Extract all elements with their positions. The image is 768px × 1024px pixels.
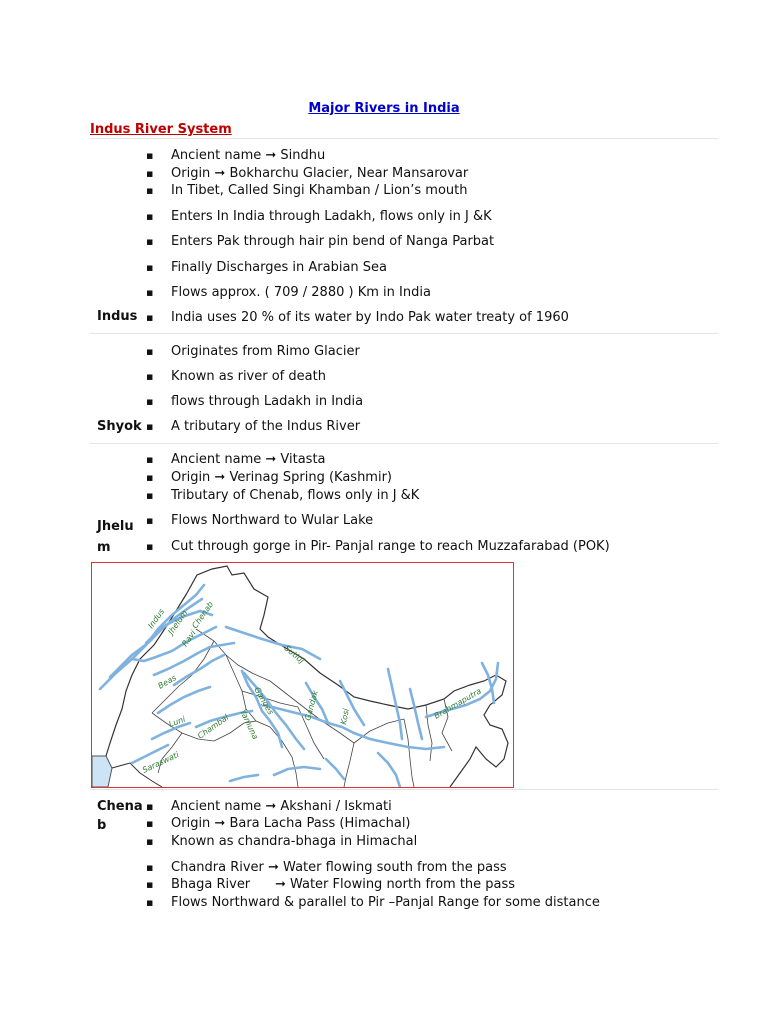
separator: [90, 443, 718, 444]
separator: [90, 138, 718, 139]
bullet-icon: ▪: [146, 800, 154, 813]
river-label-shyok: Shyok: [97, 419, 142, 434]
river-map-drawing: [92, 563, 513, 787]
bullet-icon: ▪: [146, 471, 154, 484]
bullet-icon: ▪: [146, 453, 154, 466]
bullet-icon: ▪: [146, 261, 154, 274]
bullet-icon: ▪: [146, 286, 154, 299]
section-title[interactable]: Indus River System: [90, 122, 232, 137]
jhelum-point: Cut through gorge in Pir- Panjal range to reach Muzzafarabad (POK): [171, 539, 610, 554]
river-label-chenab-line2: b: [97, 818, 107, 833]
indus-point: India uses 20 % of its water by Indo Pak water treaty of 1960: [171, 310, 569, 325]
map-label-ravi: Ravi: [180, 628, 198, 649]
bullet-icon: ▪: [146, 395, 154, 408]
chenab-point: Ancient name ➞ Akshani / Iskmati: [171, 799, 392, 814]
jhelum-point: Ancient name ➞ Vitasta: [171, 452, 326, 467]
shyok-point: A tributary of the Indus River: [171, 419, 361, 434]
jhelum-point: Flows Northward to Wular Lake: [171, 513, 374, 528]
bullet-icon: ▪: [146, 370, 154, 383]
map-label-saraswati: Saraswati: [141, 750, 181, 775]
indus-point: Ancient name ➞ Sindhu: [171, 148, 326, 163]
jhelum-point: Tributary of Chenab, flows only in J &K: [171, 488, 420, 503]
map-label-indus: Indus: [146, 607, 167, 631]
map-label-beas: Beas: [156, 673, 178, 691]
sea-area: [92, 756, 112, 787]
separator: [90, 789, 718, 790]
chenab-point: Known as chandra-bhaga in Himachal: [171, 834, 418, 849]
jhelum-point: Origin ➞ Verinag Spring (Kashmir): [171, 470, 392, 485]
river-label-indus: Indus: [97, 309, 138, 324]
shyok-point: Originates from Rimo Glacier: [171, 344, 360, 359]
chenab-point: Flows Northward & parallel to Pir –Panjal Range for some distance: [171, 895, 600, 910]
bullet-icon: ▪: [146, 235, 154, 248]
map-label-chambal: Chambal: [195, 712, 231, 741]
indus-point: Enters In India through Ladakh, flows only in J &K: [171, 209, 492, 224]
bullet-icon: ▪: [146, 817, 154, 830]
bullet-icon: ▪: [146, 514, 154, 527]
bullet-icon: ▪: [146, 167, 154, 180]
separator: [90, 333, 718, 334]
indus-point: In Tibet, Called Singi Khamban / Lion’s mouth: [171, 183, 468, 198]
bullet-icon: ▪: [146, 540, 154, 553]
bullet-icon: ▪: [146, 149, 154, 162]
map-label-luni: Luni: [167, 714, 187, 729]
river-map: [91, 562, 514, 788]
bullet-icon: ▪: [146, 345, 154, 358]
indus-point: Enters Pak through hair pin bend of Nanga Parbat: [171, 234, 495, 249]
shyok-point: Known as river of death: [171, 369, 326, 384]
bullet-icon: ▪: [146, 311, 154, 324]
bullet-icon: ▪: [146, 896, 154, 909]
page-title[interactable]: Major Rivers in India: [308, 101, 460, 116]
map-label-kosi: Kosi: [339, 707, 351, 726]
bullet-icon: ▪: [146, 184, 154, 197]
map-label-gandak: Gandak: [303, 689, 320, 722]
indus-point: Finally Discharges in Arabian Sea: [171, 260, 388, 275]
bullet-icon: ▪: [146, 878, 154, 891]
bullet-icon: ▪: [146, 420, 154, 433]
chenab-point: Bhaga River ➞ Water Flowing north from the pass: [171, 877, 516, 892]
river-label-chenab-line1: Chena: [97, 799, 143, 814]
bullet-icon: ▪: [146, 835, 154, 848]
indus-point: Origin ➞ Bokharchu Glacier, Near Mansarovar: [171, 166, 469, 181]
shyok-point: flows through Ladakh in India: [171, 394, 364, 409]
map-label-brahmaputra: Brahmaputra: [432, 686, 483, 721]
map-label-ganges: Ganges: [252, 685, 276, 717]
river-label-jhelum-line2: m: [97, 540, 111, 555]
indus-point: Flows approx. ( 709 / 2880 ) Km in India: [171, 285, 431, 300]
chenab-point: Origin ➞ Bara Lacha Pass (Himachal): [171, 816, 411, 831]
chenab-point: Chandra River ➞ Water flowing south from the pass: [171, 860, 507, 875]
map-label-sutluj: Sutluj: [282, 643, 306, 666]
bullet-icon: ▪: [146, 861, 154, 874]
bullet-icon: ▪: [146, 210, 154, 223]
bullet-icon: ▪: [146, 489, 154, 502]
map-label-jhelum: Jhelum: [166, 608, 190, 637]
map-label-yamuna: Yamuna: [238, 708, 260, 741]
river-label-jhelum-line1: Jhelu: [97, 519, 134, 534]
map-label-chenab: Chenab: [190, 599, 216, 631]
